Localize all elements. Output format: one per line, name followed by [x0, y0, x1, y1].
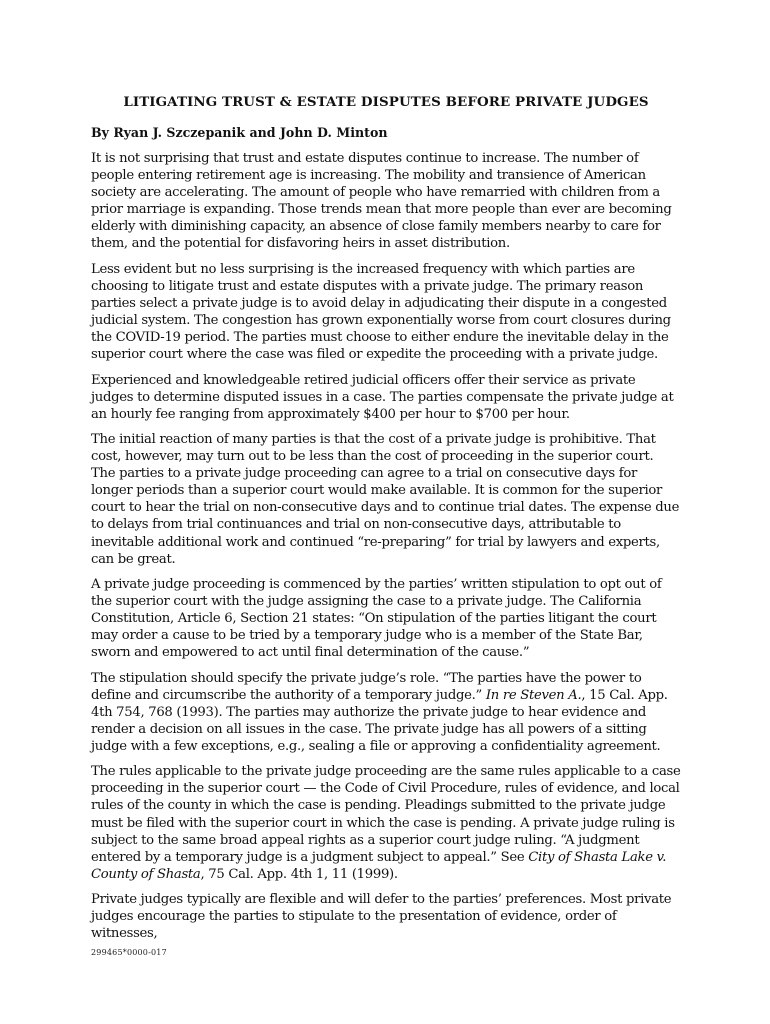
document-title: LITIGATING TRUST & ESTATE DISPUTES BEFORE PRIVATE JUDGES — [123, 94, 649, 110]
paragraph-2: Less evident but no less surprising is the increased frequency with which parties are choosing to litigate trust and estate disputes with a private judge. The primary reason parties select a private judge is to avoid delay in adjudicating their dispute in a congested judicial system. The congestion has grown exponentially worse from court closures during the COVID-19 period. The parties must choose to either endure the inevitable delay in the superior court where the case was filed or expedite the proceeding with a private judge. — [91, 261, 671, 363]
paragraph-1: It is not surprising that trust and estate disputes continue to increase. The number of people entering retirement age is increasing. The mobility and transience of American society are accelerating. The amount of people who have remarried with children from a prior marriage is expanding. Those trends mean that more people than ever are becoming elderly with diminishing capacity, an absence of close family members nearby to care for them, and the potential for disfavoring heirs in asset distribution. — [91, 151, 672, 252]
case-citation-steven-a: In re Steven A. — [485, 687, 582, 703]
paragraph-6-text-before: The stipulation should specify the private judge’s role. “The parties have the power to define and circumscribe the authority of a temporary judge.” — [91, 670, 642, 703]
paragraph-7-text-before: The rules applicable to the private judge proceeding are the same rules applicable to a case proceeding in the superior court — the Code of Civil Procedure, rules of evidence, and local rules of the county in which the case is pending. Pleadings submitted to the private judge must be filed with the superior court in which the case is pending. A private judge ruling is subject to the same broad appeal rights as a superior court judge ruling. “A judgment entered by a temporary judge is a judgment subject to appeal.” See — [91, 764, 681, 865]
paragraph-3: Experienced and knowledgeable retired judicial officers offer their service as private judges to determine disputed issues in a case. The parties compensate the private judge at an hourly fee ranging from approximately $400 per hour to $700 per hour. — [91, 372, 674, 422]
document-body — [91, 93, 681, 951]
paragraph-5: A private judge proceeding is commenced by the parties’ written stipulation to opt out of the superior court with the judge assigning the case to a private judge. The California Constitution, Article 6, Section 21 states: “On stipulation of the parties litigant the court may order a cause to be tried by a temporary judge who is a member of the State Bar, sworn and empowered to act until final determination of the cause.” — [91, 576, 662, 661]
paragraph-6 — [91, 670, 681, 755]
paragraph-6-text-after: , 15 Cal. App. 4th 754, 768 (1993). The parties may authorize the private judge to hear evidence and render a decision on all issues in the case. The private judge has all powers of a sitting judge with a few exceptions, e.g., sealing a file or approving a confidentiality agreement. — [91, 687, 668, 754]
paragraph-4: The initial reaction of many parties is that the cost of a private judge is prohibitive. That cost, however, may turn out to be less than the cost of proceeding in the superior court. The parties to a private judge proceeding can agree to a trial on consecutive days for longer periods than a superior court would make available. It is common for the superior court to hear the trial on non-consecutive days and to continue trial dates. The expense due to delays from trial continuances and trial on non-consecutive days, attributable to inevitable additional work and continued “re-preparing” for trial by lawyers and experts, can be great. — [91, 431, 680, 567]
paragraph-7-text-after: , 75 Cal. App. 4th 1, 11 (1999). — [200, 866, 398, 882]
paragraph-7 — [91, 763, 681, 883]
byline: By Ryan J. Szczepanik and John D. Minton — [91, 125, 388, 140]
case-citation-shasta: City of Shasta Lake v. County of Shasta — [91, 849, 667, 882]
document-footer-id: 299465*0000-017 — [91, 948, 167, 957]
paragraph-8: Private judges typically are flexible and will defer to the parties’ preferences. Most private judges encourage the parties to stipulate to the presentation of evidence, order of witnesses, — [91, 892, 672, 942]
